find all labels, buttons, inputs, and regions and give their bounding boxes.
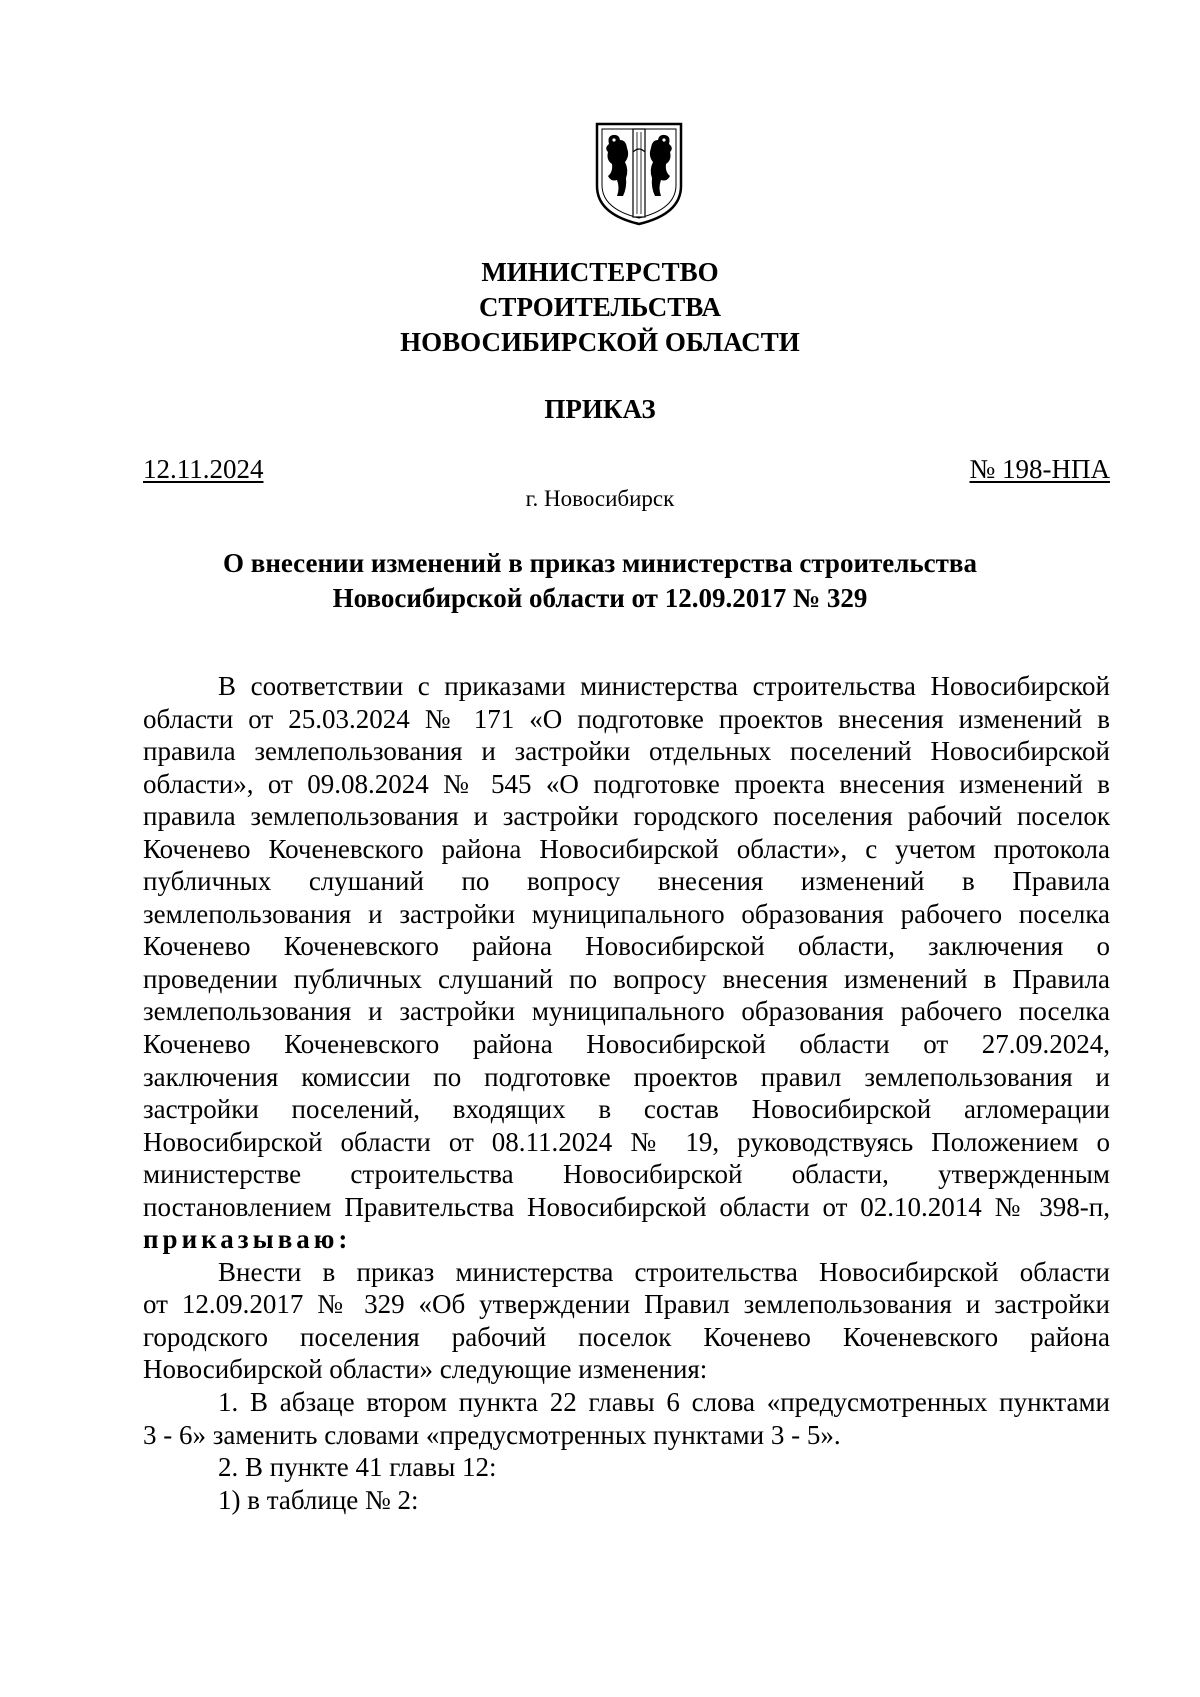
subject-line-1: О внесении изменений в приказ министерства строительства	[222, 548, 978, 578]
ministry-name-line-2: СТРОИТЕЛЬСТВА	[478, 292, 722, 322]
ministry-name-line-1: МИНИСТЕРСТВО	[481, 257, 719, 287]
ministry-name	[0, 255, 1200, 360]
document-city: г. Новосибирск	[525, 486, 675, 511]
preamble-line: застройки поселений, входящих в состав Новосибирской агломерации	[143, 1094, 1110, 1125]
preamble-line: Коченево Коченевского района Новосибирской области, заключения о	[143, 931, 1110, 962]
preamble-line: правила землепользования и застройки городского поселения рабочий поселок	[143, 801, 1110, 832]
preamble-line: постановлением Правительства Новосибирской области от 02.10.2014 № 398-п,	[143, 1191, 1110, 1222]
preamble-line: В соответствии с приказами министерства строительства Новосибирской	[218, 671, 1110, 701]
preamble-line: публичных слушаний по вопросу внесения изменений в Правила	[143, 866, 1110, 897]
document-subject	[0, 546, 1200, 616]
order-line: Новосибирской области» следующие изменения:	[143, 1354, 708, 1385]
novosibirsk-coat-of-arms-icon	[593, 118, 685, 228]
item-1-line: 3 - 6» заменить словами «предусмотренных пунктами 3 - 5».	[143, 1419, 841, 1450]
item-2: 2. В пункте 41 главы 12:	[218, 1452, 497, 1483]
preamble-line: Коченево Коченевского района Новосибирской области от 27.09.2024,	[143, 1029, 1110, 1060]
item-2-subitem-1: 1) в таблице № 2:	[218, 1484, 419, 1515]
preamble-line: области», от 09.08.2024 № 545 «О подготовке проекта внесения изменений в	[143, 768, 1110, 799]
document-number: № 198-НПА	[969, 454, 1110, 484]
preamble-line: правила землепользования и застройки отдельных поселений Новосибирской	[143, 736, 1110, 767]
item-1-line: 1. В абзаце втором пункта 22 главы 6 слова «предусмотренных пунктами	[218, 1387, 1110, 1418]
preamble-line: Коченево Коченевского района Новосибирской области», с учетом протокола	[143, 833, 1110, 864]
ministry-name-line-3: НОВОСИБИРСКОЙ ОБЛАСТИ	[400, 327, 800, 357]
preamble-line: области от 25.03.2024 № 171 «О подготовке проектов внесения изменений в	[143, 703, 1110, 734]
preamble-line: министерстве строительства Новосибирской области, утвержденным	[143, 1159, 1110, 1190]
order-line: Внести в приказ министерства строительства Новосибирской области	[218, 1256, 1110, 1287]
order-line: от 12.09.2017 № 329 «Об утверждении Правил землепользования и застройки	[143, 1289, 1110, 1320]
order-line: городского поселения рабочий поселок Коченево Коченевского района	[143, 1321, 1110, 1352]
preamble-line: заключения комиссии по подготовке проектов правил землепользования и	[143, 1061, 1110, 1092]
subject-line-2: Новосибирской области от 12.09.2017 № 329	[332, 583, 868, 613]
preamble-line: землепользования и застройки муниципального образования рабочего поселка	[143, 898, 1110, 929]
preamble-line: Новосибирской области от 08.11.2024 № 19, руководствуясь Положением о	[143, 1126, 1110, 1157]
document-type: ПРИКАЗ	[544, 394, 656, 424]
preamble-line: землепользования и застройки муниципального образования рабочего поселка	[143, 996, 1110, 1027]
document-body	[143, 670, 1110, 1516]
document-date: 12.11.2024	[143, 454, 264, 484]
decree-word: приказываю:	[143, 1224, 352, 1255]
preamble-line: проведении публичных слушаний по вопросу внесения изменений в Правила	[143, 963, 1110, 994]
